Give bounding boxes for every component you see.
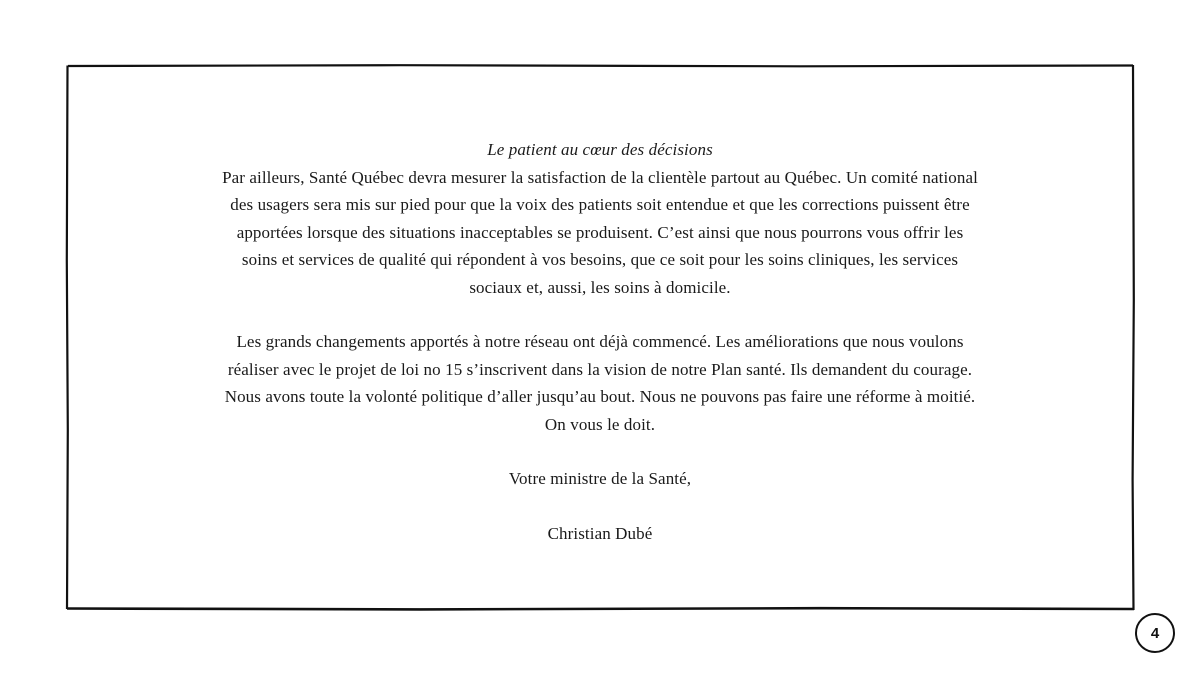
paragraph-line: Les grands changements apportés à notre réseau ont déjà commencé. Les améliorations que nous voulons <box>236 332 964 351</box>
paragraph-line: apportées lorsque des situations inacceptables se produisent. C’est ainsi que nous pourrons vous offrir les <box>236 222 964 242</box>
page-number: 4 <box>1150 624 1160 642</box>
letter-body <box>70 136 1130 547</box>
paragraph-line: soins et services de qualité qui répondent à vos besoins, que ce soit pour les soins cliniques, les services <box>241 250 959 269</box>
paragraph-1 <box>70 164 1130 302</box>
page-number-badge <box>1135 613 1175 653</box>
paragraph-2 <box>70 328 1130 438</box>
paragraph-line: sociaux et, aussi, les soins à domicile. <box>469 277 731 297</box>
paragraph-line: des usagers sera mis sur pied pour que la voix des patients soit entendue et que les corrections puissent être <box>230 195 970 214</box>
paragraph-line: réaliser avec le projet de loi no 15 s’inscrivent dans la vision de notre Plan santé. Ils demandent du courage. <box>227 359 973 379</box>
paragraph-line: Par ailleurs, Santé Québec devra mesurer la satisfaction de la clientèle partout au Québec. Un comité national <box>222 167 978 187</box>
closing-line: Votre ministre de la Santé, <box>508 469 692 488</box>
section-subtitle: Le patient au cœur des décisions <box>487 140 713 159</box>
paragraph-line: Nous avons toute la volonté politique d’aller jusqu’au bout. Nous ne pouvons pas faire une réforme à moitié. <box>224 387 976 406</box>
paragraph-line: On vous le doit. <box>544 414 656 434</box>
signature-name: Christian Dubé <box>547 523 653 543</box>
